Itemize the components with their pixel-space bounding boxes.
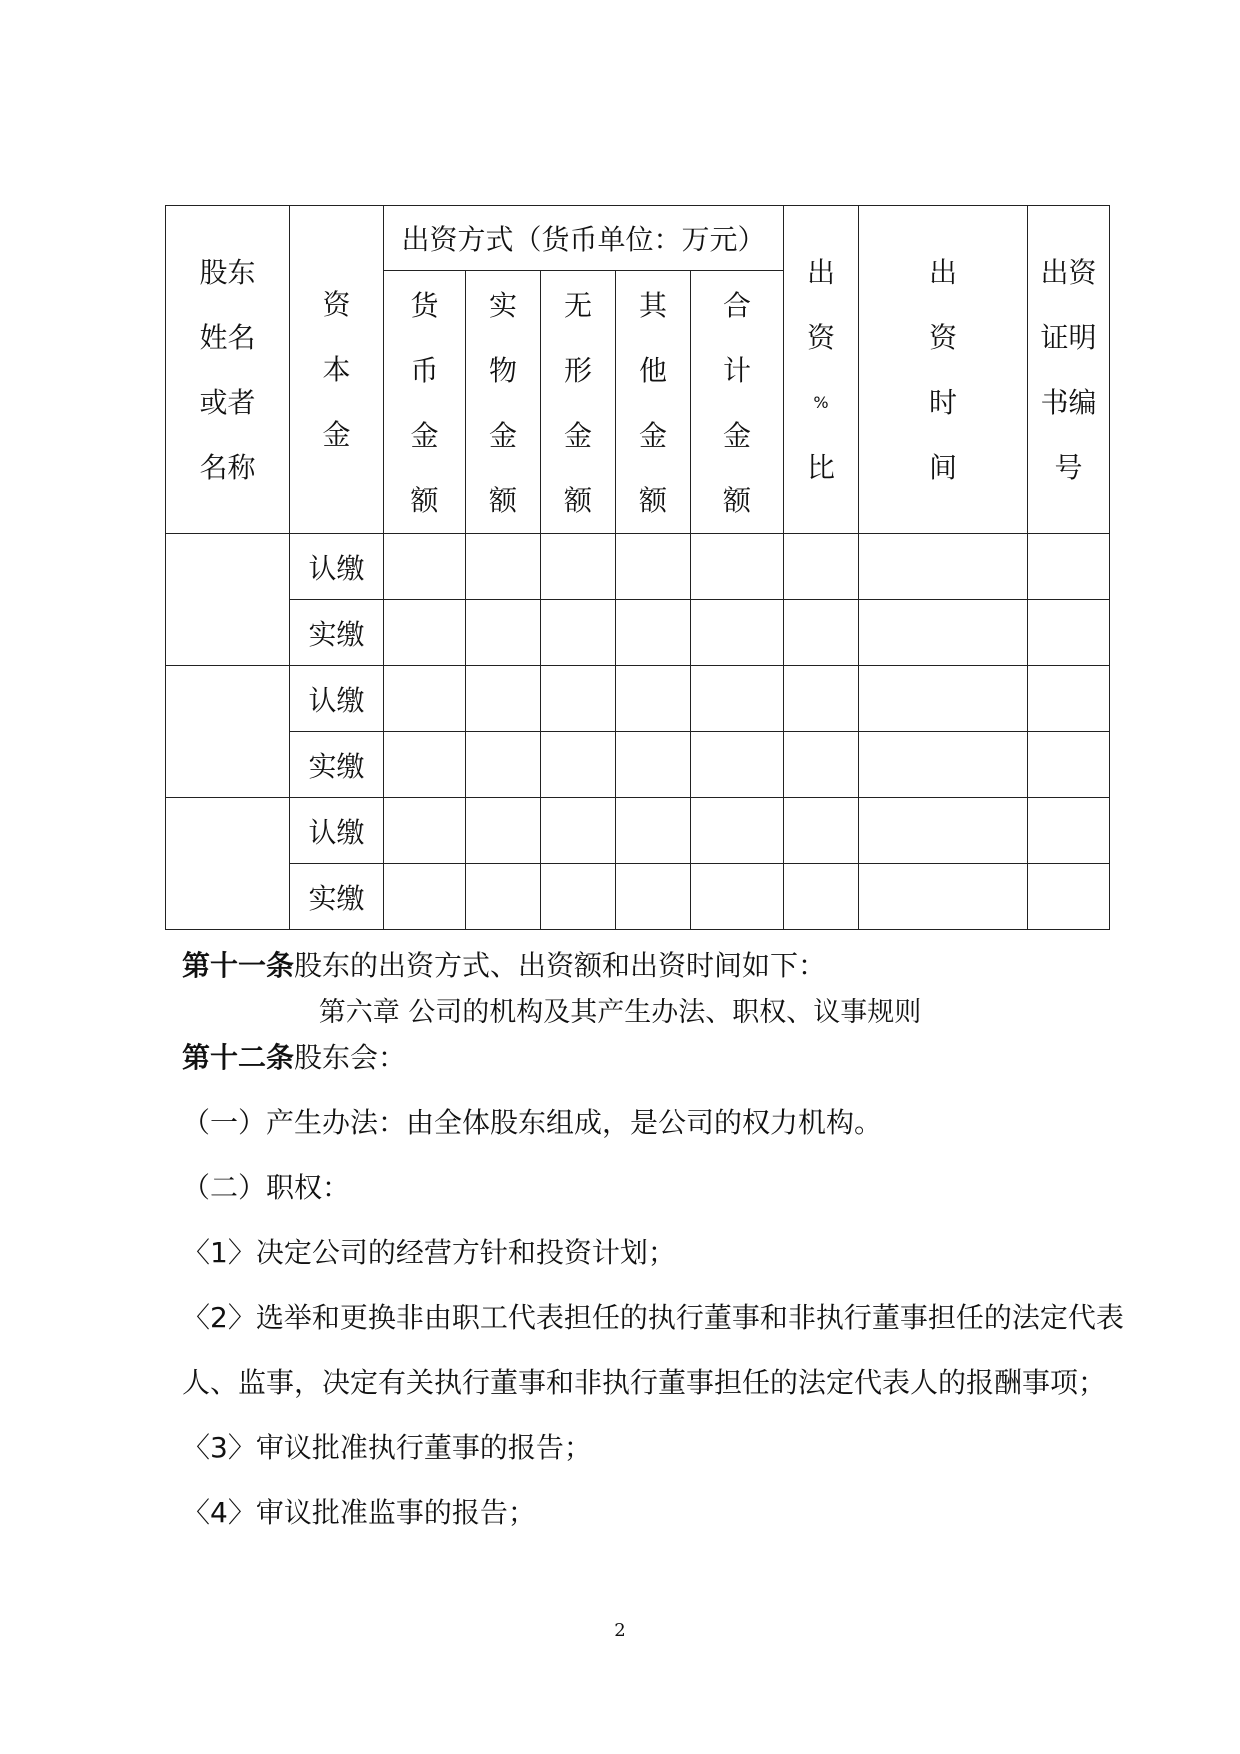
table-cell[interactable]: [1028, 666, 1110, 732]
table-cell[interactable]: [691, 600, 784, 666]
table-cell[interactable]: [616, 798, 691, 864]
list-item: 〈4〉审议批准监事的报告；: [182, 1496, 536, 1529]
table-cell[interactable]: [784, 864, 859, 930]
table-cell[interactable]: [616, 600, 691, 666]
header-shareholder-name: 股东 姓名 或者 名称: [166, 206, 290, 534]
row-label-paid: 实缴: [290, 732, 384, 798]
table-cell[interactable]: [784, 666, 859, 732]
table-cell[interactable]: [859, 732, 1028, 798]
table-cell[interactable]: [541, 798, 616, 864]
table-cell[interactable]: [384, 534, 466, 600]
table-cell[interactable]: [466, 534, 541, 600]
header-monetary-amount: 货 币 金 额: [384, 271, 466, 534]
header-intangible-amount: 无 形 金 额: [541, 271, 616, 534]
table-cell[interactable]: [541, 864, 616, 930]
table-cell[interactable]: [384, 732, 466, 798]
table-cell[interactable]: [691, 666, 784, 732]
table-cell[interactable]: [691, 732, 784, 798]
paragraph-formation: （一）产生办法：由全体股东组成，是公司的权力机构。: [182, 1106, 883, 1139]
table-cell[interactable]: [691, 798, 784, 864]
table-cell[interactable]: [859, 666, 1028, 732]
paragraph-powers: （二）职权：: [182, 1171, 351, 1204]
table-row: [166, 600, 1110, 666]
table-cell[interactable]: [384, 798, 466, 864]
header-in-kind-amount: 实 物 金 额: [466, 271, 541, 534]
table-cell[interactable]: [466, 600, 541, 666]
shareholder-name-cell[interactable]: [166, 798, 290, 930]
capital-contribution-table: [165, 205, 1110, 930]
table-cell[interactable]: [384, 864, 466, 930]
table-cell[interactable]: [616, 732, 691, 798]
table-cell[interactable]: [541, 732, 616, 798]
shareholder-name-cell[interactable]: [166, 534, 290, 666]
row-label-subscribed: 认缴: [290, 666, 384, 732]
table-cell[interactable]: [466, 798, 541, 864]
table-cell[interactable]: [466, 732, 541, 798]
table-cell[interactable]: [859, 798, 1028, 864]
header-capital: 资 本 金: [290, 206, 384, 534]
article-12-text: 股东会：: [294, 1041, 407, 1074]
page-number: 2: [614, 1620, 626, 1641]
article-11: [182, 944, 826, 984]
header-ratio: 出 资 % 比: [784, 206, 859, 534]
table-cell[interactable]: [859, 864, 1028, 930]
table-cell[interactable]: [859, 600, 1028, 666]
row-label-subscribed: 认缴: [290, 534, 384, 600]
header-contribution-method: 出资方式（货币单位：万元）: [384, 206, 784, 271]
table-cell[interactable]: [1028, 732, 1110, 798]
table-cell[interactable]: [784, 732, 859, 798]
list-item: 〈3〉审议批准执行董事的报告；: [182, 1431, 592, 1464]
table-cell[interactable]: [1028, 864, 1110, 930]
table-cell[interactable]: [541, 534, 616, 600]
table-row: [166, 732, 1110, 798]
table-cell[interactable]: [466, 864, 541, 930]
table-cell[interactable]: [1028, 798, 1110, 864]
table-cell[interactable]: [616, 864, 691, 930]
table-cell[interactable]: [384, 666, 466, 732]
chapter-6-heading: 第六章 公司的机构及其产生办法、职权、议事规则: [318, 997, 922, 1028]
table-row: [166, 798, 1110, 864]
header-certificate-number: 出资 证明 书编 号: [1028, 206, 1110, 534]
table-cell[interactable]: [541, 666, 616, 732]
list-item: 〈1〉决定公司的经营方针和投资计划；: [182, 1236, 676, 1269]
header-other-amount: 其 他 金 额: [616, 271, 691, 534]
table-cell[interactable]: [616, 534, 691, 600]
header-total-amount: 合 计 金 额: [691, 271, 784, 534]
article-11-text: 股东的出资方式、出资额和出资时间如下：: [294, 949, 827, 982]
table-cell[interactable]: [466, 666, 541, 732]
table-cell[interactable]: [784, 798, 859, 864]
table-cell[interactable]: [541, 600, 616, 666]
table-cell[interactable]: [784, 600, 859, 666]
table-cell[interactable]: [691, 534, 784, 600]
table-cell[interactable]: [859, 534, 1028, 600]
table-cell[interactable]: [1028, 534, 1110, 600]
row-label-paid: 实缴: [290, 864, 384, 930]
table-cell[interactable]: [384, 600, 466, 666]
table-row: [166, 666, 1110, 732]
table-cell[interactable]: [1028, 600, 1110, 666]
article-12: [182, 1036, 406, 1076]
table-cell[interactable]: [616, 666, 691, 732]
shareholder-name-cell[interactable]: [166, 666, 290, 798]
row-label-subscribed: 认缴: [290, 798, 384, 864]
contribution-grid: [165, 205, 1110, 930]
article-11-label: 第十一条: [182, 949, 295, 982]
row-label-paid: 实缴: [290, 600, 384, 666]
header-time: 出 资 时 间: [859, 206, 1028, 534]
table-cell[interactable]: [784, 534, 859, 600]
article-12-label: 第十二条: [182, 1041, 295, 1074]
list-item-continuation: 人、监事，决定有关执行董事和非执行董事担任的法定代表人的报酬事项；: [182, 1366, 1107, 1399]
table-row: [166, 864, 1110, 930]
table-row: [166, 534, 1110, 600]
list-item: 〈2〉选举和更换非由职工代表担任的执行董事和非执行董事担任的法定代表: [182, 1301, 1124, 1334]
table-cell[interactable]: [691, 864, 784, 930]
